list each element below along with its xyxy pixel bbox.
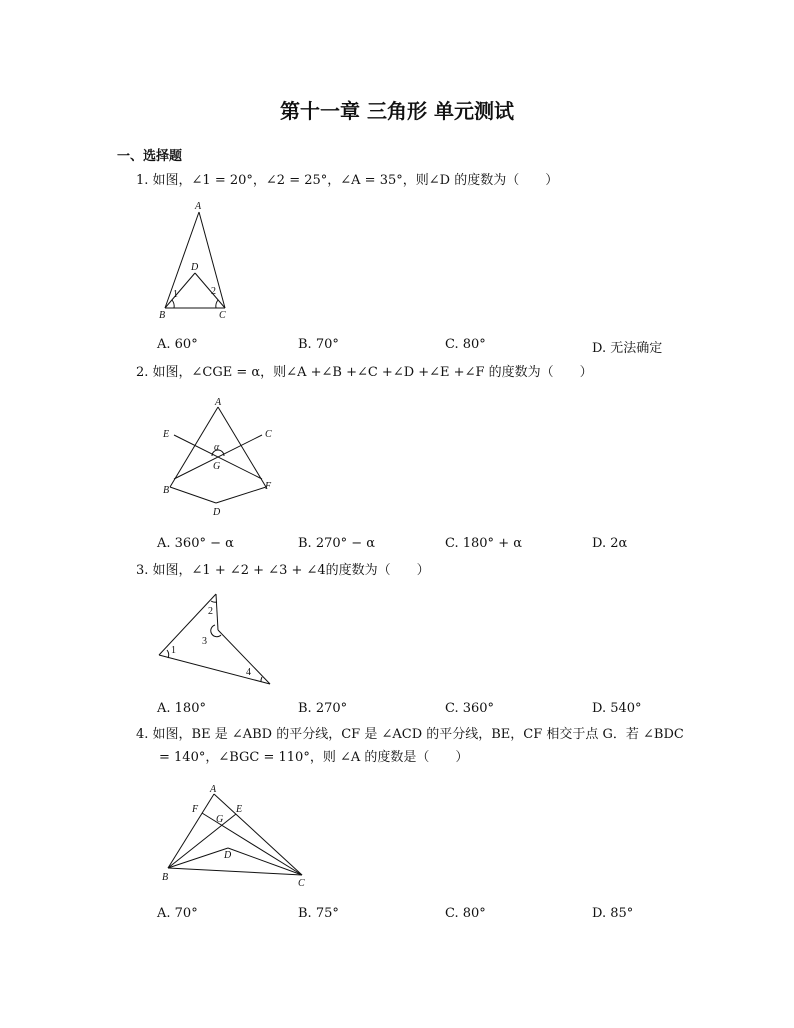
q2-label-a: A xyxy=(215,397,222,408)
question-1-figure xyxy=(155,200,245,325)
q2-label-d: D xyxy=(213,507,221,518)
q1-label-c: C xyxy=(219,310,226,321)
q2-label-c: C xyxy=(265,429,272,440)
q4-label-g: G xyxy=(216,814,224,825)
q3-label-4: 4 xyxy=(246,667,251,678)
question-4-stem: 4. 如图，BE 是 ∠ABD 的平分线，CF 是 ∠ACD 的平分线，BE，CF 相交于点 G．若 ∠BDC xyxy=(136,727,684,742)
page-title: 第十一章 三角形 单元测试 xyxy=(280,99,514,123)
q3-option-d[interactable]: D. 540° xyxy=(592,701,642,716)
q1-label-1: 1 xyxy=(173,289,178,300)
q3-option-c[interactable]: C. 360° xyxy=(445,701,495,716)
q1-label-d: D xyxy=(191,262,199,273)
q2-option-b[interactable]: B. 270° − α xyxy=(298,536,376,551)
q2-label-f: F xyxy=(265,481,272,492)
q3-option-a[interactable]: A. 180° xyxy=(157,701,206,716)
q4-option-a[interactable]: A. 70° xyxy=(157,906,198,921)
question-3-stem: 3. 如图，∠1 + ∠2 + ∠3 + ∠4的度数为（ ） xyxy=(136,563,430,578)
q4-label-e: E xyxy=(236,804,243,815)
question-4-stem-continued: = 140°，∠BGC = 110°，则 ∠A 的度数是（ ） xyxy=(159,750,469,765)
question-2-figure xyxy=(158,395,283,520)
q4-label-a: A xyxy=(210,784,217,795)
q2-label-g: G xyxy=(213,461,221,472)
q4-label-b: B xyxy=(162,872,169,883)
q3-label-1: 1 xyxy=(171,645,176,656)
q3-label-2: 2 xyxy=(208,606,213,617)
q2-label-alpha: α xyxy=(214,442,220,453)
q1-label-2: 2 xyxy=(211,286,216,297)
q4-option-c[interactable]: C. 80° xyxy=(445,906,486,921)
q1-option-a[interactable]: A. 60° xyxy=(157,337,198,352)
q2-label-e: E xyxy=(163,429,170,440)
q1-option-b[interactable]: B. 70° xyxy=(298,337,339,352)
section-heading: 一、选择题 xyxy=(117,149,183,164)
q4-label-c: C xyxy=(298,878,305,889)
q1-label-a: A xyxy=(195,201,202,212)
q4-label-f: F xyxy=(192,804,199,815)
q2-label-b: B xyxy=(163,485,170,496)
question-1-stem: 1. 如图，∠1 = 20°，∠2 = 25°，∠A = 35°，则∠D 的度数为（ ） xyxy=(136,173,559,188)
q1-label-b: B xyxy=(159,310,166,321)
q3-label-3: 3 xyxy=(202,636,207,647)
q2-option-a[interactable]: A. 360° − α xyxy=(157,536,234,551)
q4-option-d[interactable]: D. 85° xyxy=(592,906,634,921)
question-3-figure xyxy=(155,588,280,693)
question-4-figure xyxy=(160,782,310,892)
question-2-stem: 2. 如图，∠CGE = α，则∠A +∠B +∠C +∠D +∠E +∠F 的度数为（ ） xyxy=(136,365,593,380)
q4-option-b[interactable]: B. 75° xyxy=(298,906,339,921)
q2-option-d[interactable]: D. 2α xyxy=(592,536,628,551)
q3-option-b[interactable]: B. 270° xyxy=(298,701,348,716)
q1-option-c[interactable]: C. 80° xyxy=(445,337,486,352)
q1-option-d[interactable]: D. 无法确定 xyxy=(592,341,663,356)
q4-label-d: D xyxy=(224,850,232,861)
q2-option-c[interactable]: C. 180° + α xyxy=(445,536,522,551)
